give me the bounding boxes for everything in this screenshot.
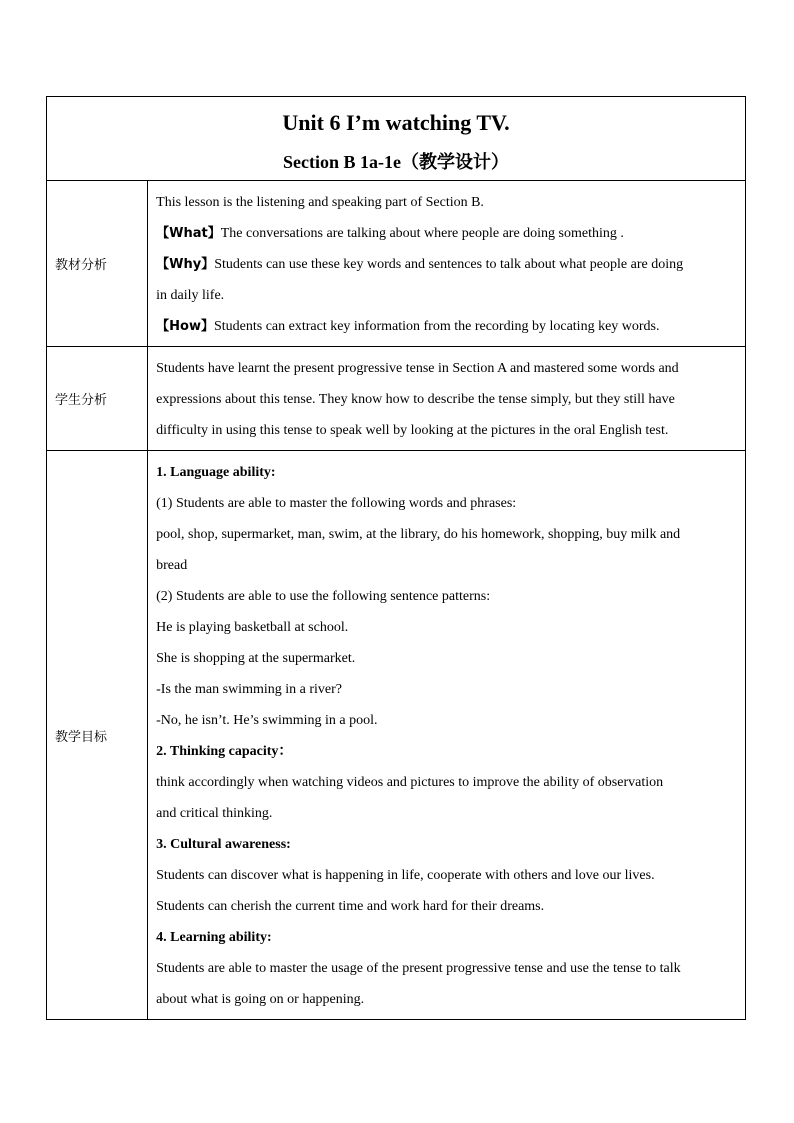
words-list-continued: bread bbox=[156, 558, 188, 573]
sentence-pattern: -No, he isn’t. He’s swimming in a pool. bbox=[156, 713, 378, 728]
sentence-pattern: He is playing basketball at school. bbox=[156, 620, 349, 635]
how-text: Students can extract key information from the recording by locating key words. bbox=[213, 319, 660, 334]
thinking-capacity-heading: 2. Thinking capacity： bbox=[156, 744, 293, 759]
sentence-pattern: -Is the man swimming in a river? bbox=[156, 682, 342, 697]
words-intro: (1) Students are able to master the following words and phrases: bbox=[156, 496, 517, 511]
why-text: Students can use these key words and sentences to talk about what people are doing bbox=[214, 257, 684, 272]
material-intro: This lesson is the listening and speaking part of Section B. bbox=[156, 195, 484, 210]
cultural-text: Students can discover what is happening in life, cooperate with others and love our lives. bbox=[156, 868, 655, 883]
lesson-plan-table bbox=[46, 96, 746, 1020]
material-what bbox=[156, 218, 737, 249]
thinking-text-continued: and critical thinking. bbox=[156, 806, 273, 821]
what-tag: 【What】 bbox=[156, 226, 221, 241]
student-analysis-line: Students have learnt the present progressive tense in Section A and mastered some words and bbox=[156, 361, 679, 376]
section-title: Section B 1a-1e（教学设计） bbox=[283, 151, 509, 172]
unit-title: Unit 6 I’m watching TV. bbox=[282, 109, 510, 135]
how-tag: 【How】 bbox=[156, 319, 214, 334]
material-why bbox=[156, 249, 737, 280]
material-why-continued: in daily life. bbox=[156, 288, 225, 303]
words-list: pool, shop, supermarket, man, swim, at the library, do his homework, shopping, buy milk and bbox=[156, 527, 681, 542]
sentence-pattern: She is shopping at the supermarket. bbox=[156, 651, 356, 666]
what-text: The conversations are talking about where people are doing something . bbox=[220, 226, 624, 241]
teaching-objectives-label: 教学目标 bbox=[47, 451, 148, 1020]
cultural-text: Students can cherish the current time and work hard for their dreams. bbox=[156, 899, 545, 914]
teaching-objectives-content bbox=[148, 451, 746, 1020]
material-how bbox=[156, 311, 737, 342]
teaching-objectives-row bbox=[47, 451, 746, 1020]
title-row bbox=[47, 97, 746, 181]
student-analysis-line: difficulty in using this tense to speak well by looking at the pictures in the oral English test. bbox=[156, 423, 669, 438]
student-analysis-row bbox=[47, 347, 746, 451]
learning-text: Students are able to master the usage of the present progressive tense and use the tense to talk bbox=[156, 961, 681, 976]
material-analysis-row bbox=[47, 181, 746, 347]
material-analysis-label: 教材分析 bbox=[47, 181, 148, 347]
why-tag: 【Why】 bbox=[156, 257, 215, 272]
student-analysis-label: 学生分析 bbox=[47, 347, 148, 451]
language-ability-heading: 1. Language ability: bbox=[156, 465, 276, 480]
student-analysis-line: expressions about this tense. They know how to describe the tense simply, but they still have bbox=[156, 392, 675, 407]
learning-ability-heading: 4. Learning ability: bbox=[156, 930, 272, 945]
thinking-text: think accordingly when watching videos and pictures to improve the ability of observation bbox=[156, 775, 664, 790]
cultural-awareness-heading: 3. Cultural awareness: bbox=[156, 837, 291, 852]
patterns-intro: (2) Students are able to use the following sentence patterns: bbox=[156, 589, 491, 604]
learning-text-continued: about what is going on or happening. bbox=[156, 992, 365, 1007]
material-analysis-content bbox=[148, 181, 746, 347]
title-cell bbox=[47, 97, 746, 181]
student-analysis-content bbox=[148, 347, 746, 451]
